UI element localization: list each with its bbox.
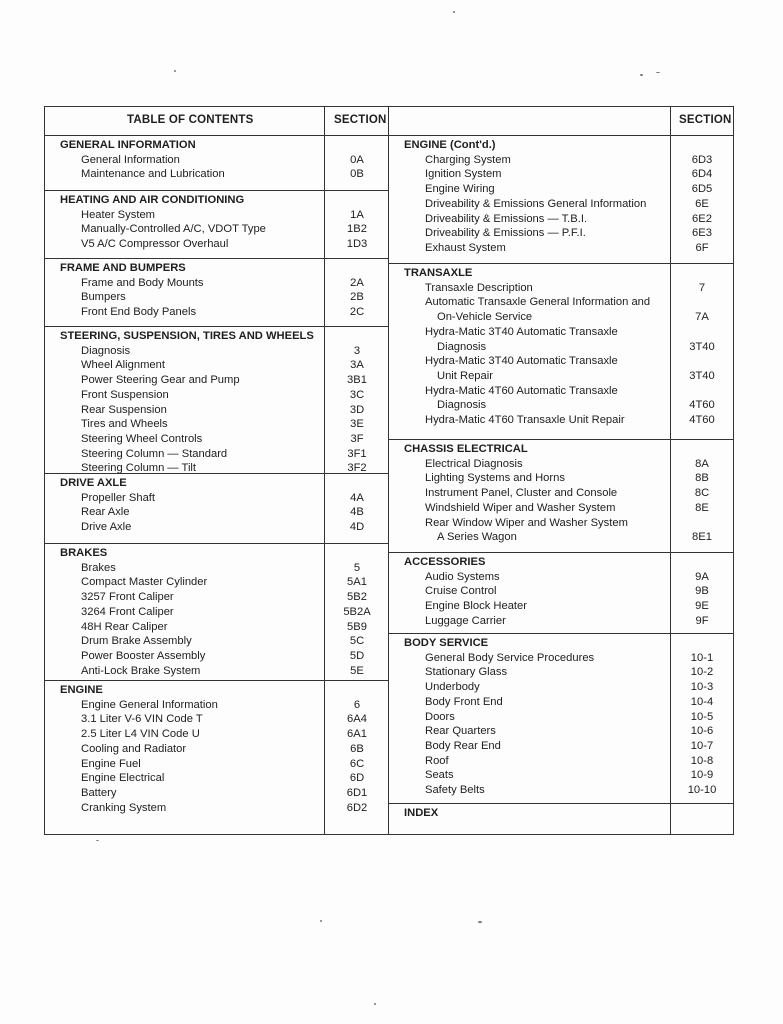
toc-entry-section: 10-3 [690,681,714,694]
group-title: GENERAL INFORMATION [60,139,196,151]
toc-entry-section: 6B [350,742,364,755]
toc-entry-section: 10-7 [690,739,714,752]
toc-entry-section: 5B9 [347,620,367,633]
toc-entry-label: Wheel Alignment [81,359,165,372]
toc-entry-label: Body Front End [425,695,503,708]
scan-speck [174,70,176,72]
toc-entry-label: Frame and Body Mounts [81,276,204,289]
toc-entry-label: Stationary Glass [425,666,508,679]
toc-group [389,803,733,844]
toc-entry-label: Front End Body Panels [81,306,197,319]
toc-entry-section: 6D1 [346,786,368,799]
toc-entry-label: Luggage Carrier [425,614,506,627]
toc-group [45,543,388,681]
toc-entry-section: 4B [350,506,364,519]
group-title: INDEX [404,807,439,819]
toc-entry-label: Cooling and Radiator [81,742,187,755]
toc-right-column [388,106,734,835]
toc-entry-label: Propeller Shaft [81,491,156,504]
toc-entry-section: 6F [695,241,709,254]
group-title: TRANSAXLE [404,267,473,279]
toc-entry-label: Roof [425,754,449,767]
toc-entry-section: 8E [695,501,709,514]
toc-entry-section: 10-2 [690,666,714,679]
toc-entry-section: 10-6 [690,725,714,738]
toc-entry-label: 48H Rear Caliper [81,620,168,633]
group-title: HEATING AND AIR CONDITIONING [60,194,245,206]
section-heading: SECTION [334,114,387,126]
toc-entry-label: Rear Suspension [81,403,167,416]
toc-entry-section: 3T40 [689,340,715,353]
toc-entry-section: 3B1 [347,374,367,387]
toc-entry-label: 2.5 Liter L4 VIN Code U [81,728,200,741]
toc-entry-label: Doors [425,710,455,723]
scan-speck [656,72,660,73]
toc-entry-section: 6C [349,757,365,770]
toc-entry-label: Automatic Transaxle General Information and [425,296,651,309]
toc-group [389,552,733,634]
toc-entry-section: 9E [695,600,709,613]
toc-entry-label: Charging System [425,153,511,166]
toc-entry-label: 3264 Front Caliper [81,605,174,618]
toc-entry-label: 3257 Front Caliper [81,591,174,604]
toc-entry-label: Engine General Information [81,698,218,711]
toc-entry-section: 9A [695,570,709,583]
toc-entry-label: Driveability & Emissions — T.B.I. [425,212,588,225]
toc-entry-section: 6D3 [691,153,713,166]
toc-entry-section: 5B2A [343,605,371,618]
toc-group [389,439,733,553]
toc-entry-section: 10-10 [687,784,717,796]
toc-group [389,135,733,264]
toc-entry-label: Diagnosis [437,340,487,353]
toc-entry-section: 8B [695,472,709,485]
toc-entry-label: Diagnosis [437,399,487,412]
toc-entry-label: Diagnosis [81,344,131,357]
toc-entry-label: Heater System [81,208,155,221]
toc-entry-label: Steering Column — Standard [81,447,228,460]
toc-entry-section: 3F1 [347,447,367,460]
toc-entry-section: 3T40 [689,369,715,382]
group-title: BODY SERVICE [404,637,489,649]
toc-entry-section: 2A [350,276,364,289]
toc-entry-section: 3D [349,403,365,416]
scan-speck [640,74,643,76]
toc-entry-label: Seats [425,769,454,782]
toc-entry-label: Power Booster Assembly [81,649,206,662]
toc-entry-section: 3 [353,344,361,357]
toc-entry-section: 1D3 [346,238,368,251]
toc-entry-section: 0B [350,168,364,181]
toc-entry-label: Engine Wiring [425,183,495,196]
toc-entry-label: Rear Quarters [425,725,496,738]
scan-speck [478,921,482,923]
toc-entry-label: Exhaust System [425,241,506,254]
toc-entry-section: 4A [350,491,364,504]
toc-entry-label: Driveability & Emissions — P.F.I. [425,227,586,240]
toc-entry-label: Rear Window Wiper and Washer System [425,516,628,529]
toc-entry-section: 3F [350,432,364,445]
group-title: ENGINE (Cont'd.) [404,139,496,151]
toc-entry-section: 4D [349,521,365,534]
toc-group [45,190,388,259]
toc-entry-section: 2C [349,306,365,319]
toc-entry-section: 9B [695,585,709,598]
toc-entry-label: Electrical Diagnosis [425,457,523,470]
toc-entry-label: Bumpers [81,291,126,304]
toc-entry-section: 6D2 [346,801,368,814]
toc-entry-label: Underbody [425,681,480,694]
toc-entry-label: Steering Wheel Controls [81,432,203,445]
toc-entry-label: Engine Electrical [81,772,165,785]
group-title: BRAKES [60,547,108,559]
toc-entry-label: Safety Belts [425,784,485,796]
toc-entry-label: Tires and Wheels [81,418,168,431]
toc-entry-label: Drive Axle [81,521,132,534]
scan-speck [96,840,99,841]
toc-left-column [44,106,389,835]
toc-entry-section: 3E [350,418,364,431]
toc-entry-section: 8C [694,487,710,500]
toc-entry-section: 10-1 [690,651,714,664]
toc-entry-section: 8A [695,457,709,470]
toc-entry-label: Drum Brake Assembly [81,635,192,648]
toc-entry-label: Windshield Wiper and Washer System [425,501,616,514]
toc-entry-section: 6D4 [691,168,713,181]
toc-entry-section: 7A [695,311,709,324]
group-title: CHASSIS ELECTRICAL [404,443,528,455]
toc-entry-label: Hydra-Matic 4T60 Transaxle Unit Repair [425,414,625,426]
group-title: ENGINE [60,684,103,696]
scan-speck [320,920,322,922]
toc-entry-section: 6 [353,698,361,711]
toc-entry-section: 6A1 [347,728,367,741]
toc-group [45,135,388,191]
toc-header [45,107,388,136]
toc-entry-label: Cranking System [81,801,167,814]
toc-entry-section: 0A [350,153,364,166]
toc-entry-label: Anti-Lock Brake System [81,664,201,677]
toc-group [45,258,388,327]
toc-entry-label: 3.1 Liter V-6 VIN Code T [81,713,203,726]
toc-entry-label: Rear Axle [81,506,130,519]
toc-group [389,263,733,440]
toc-entry-label: Instrument Panel, Cluster and Console [425,487,618,500]
toc-entry-label: General Information [81,153,180,166]
scan-speck [453,11,455,13]
toc-entry-label: Steering Column — Tilt [81,462,197,475]
toc-entry-label: Maintenance and Lubrication [81,168,225,181]
toc-group [45,473,388,544]
toc-entry-section: 4T60 [689,414,715,426]
toc-entry-label: Audio Systems [425,570,500,583]
toc-entry-section: 8E1 [692,531,712,544]
toc-entry-section: 10-8 [690,754,714,767]
toc-title: TABLE OF CONTENTS [127,114,254,126]
toc-entry-label: Cruise Control [425,585,497,598]
toc-entry-section: 3F2 [347,462,367,475]
toc-entry-section: 2B [350,291,364,304]
toc-entry-label: Driveability & Emissions General Information [425,197,647,210]
toc-entry-section: 6E2 [692,212,712,225]
toc-entry-section: 1A [350,208,364,221]
toc-entry-label: Compact Master Cylinder [81,576,208,589]
toc-group [45,680,388,825]
toc-entry-section: 5 [353,561,361,574]
toc-entry-section: 6D [349,772,365,785]
toc-entry-label: Engine Fuel [81,757,141,770]
toc-header [389,107,733,136]
toc-entry-section: 9F [695,614,709,627]
toc-entry-section: 5D [349,649,365,662]
scan-speck [374,1003,376,1005]
toc-entry-label: Ignition System [425,168,502,181]
toc-entry-section: 7 [698,281,706,294]
toc-group [45,326,388,474]
toc-entry-section: 3C [349,388,365,401]
toc-entry-label: Battery [81,786,117,799]
toc-entry-label: Manually-Controlled A/C, VDOT Type [81,223,266,236]
toc-entry-section: 4T60 [689,399,715,412]
toc-entry-label: Front Suspension [81,388,169,401]
toc-entry-label: Unit Repair [437,369,493,382]
toc-entry-section: 10-4 [690,695,714,708]
toc-entry-label: Hydra-Matic 4T60 Automatic Transaxle [425,384,618,397]
toc-entry-label: Hydra-Matic 3T40 Automatic Transaxle [425,355,618,368]
toc-entry-section: 3A [350,359,364,372]
toc-entry-section: 5E [350,664,364,677]
toc-entry-label: On-Vehicle Service [437,311,533,324]
toc-entry-section: 5A1 [347,576,367,589]
toc-entry-section: 6A4 [347,713,367,726]
toc-entry-label: Power Steering Gear and Pump [81,374,240,387]
toc-entry-label: Body Rear End [425,739,501,752]
group-title: DRIVE AXLE [60,477,127,489]
toc-entry-section: 5C [349,635,365,648]
toc-group [389,633,733,804]
toc-entry-section: 5B2 [347,591,367,604]
group-title: STEERING, SUSPENSION, TIRES AND WHEELS [60,330,314,342]
toc-entry-label: Engine Block Heater [425,600,527,613]
toc-entry-section: 6E3 [692,227,712,240]
section-heading: SECTION [679,114,732,126]
toc-entry-label: V5 A/C Compressor Overhaul [81,238,229,251]
toc-entry-label: Transaxle Description [425,281,533,294]
toc-entry-section: 6D5 [691,183,713,196]
toc-entry-label: Brakes [81,561,116,574]
toc-entry-section: 6E [695,197,709,210]
toc-entry-label: A Series Wagon [437,531,517,544]
toc-entry-label: Hydra-Matic 3T40 Automatic Transaxle [425,325,618,338]
toc-entry-section: 10-9 [690,769,714,782]
toc-entry-label: General Body Service Procedures [425,651,595,664]
group-title: FRAME AND BUMPERS [60,262,186,274]
group-title: ACCESSORIES [404,556,486,568]
toc-entry-label: Lighting Systems and Horns [425,472,565,485]
toc-entry-section: 10-5 [690,710,714,723]
toc-entry-section: 1B2 [347,223,367,236]
